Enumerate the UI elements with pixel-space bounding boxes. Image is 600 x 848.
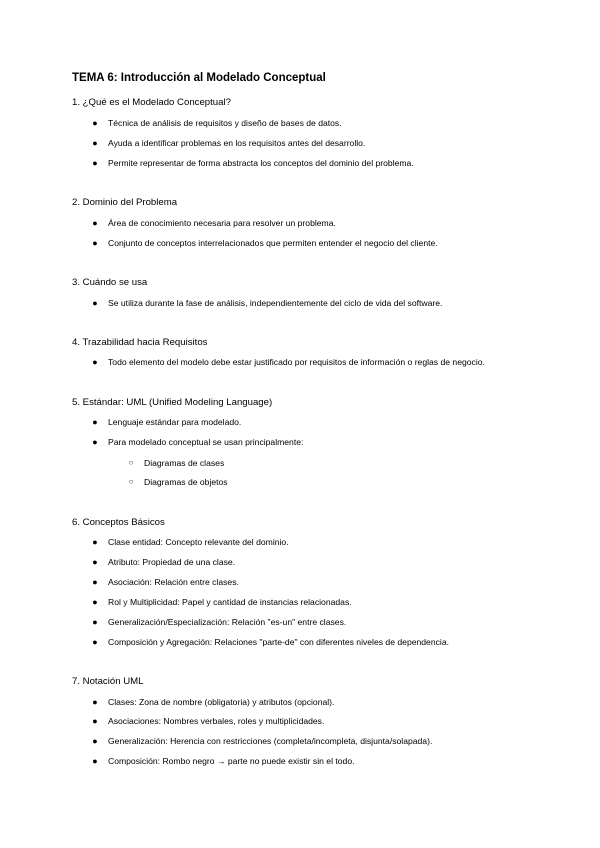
bullet-icon: ●: [92, 238, 98, 248]
list-item: Generalización: Herencia con restricciones (completa/incompleta, disjunta/solapada).: [108, 736, 433, 746]
list-item: Atributo: Propiedad de una clase.: [108, 557, 236, 567]
bullet-icon: ●: [92, 357, 98, 367]
section-heading-3: 3. Cuándo se usa: [72, 277, 148, 288]
bullet-icon: ●: [92, 716, 98, 726]
bullet-icon: ●: [92, 697, 98, 707]
bullet-icon: ●: [92, 736, 98, 746]
bullet-icon: ●: [92, 138, 98, 148]
list-item: Asociación: Relación entre clases.: [108, 577, 239, 587]
bullet-icon: ●: [92, 118, 98, 128]
bullet-icon: ●: [92, 617, 98, 627]
bullet-icon: ●: [92, 437, 98, 447]
list-item: Rol y Multiplicidad: Papel y cantidad de instancias relacionadas.: [108, 597, 352, 607]
sub-list-item: Diagramas de clases: [144, 458, 225, 468]
bullet-icon: ●: [92, 557, 98, 567]
section-heading-4: 4. Trazabilidad hacia Requisitos: [72, 337, 208, 348]
sub-bullet-icon: ○: [128, 458, 134, 467]
list-item: Para modelado conceptual se usan principalmente:: [108, 437, 304, 447]
sub-list-item: Diagramas de objetos: [144, 477, 228, 487]
bullet-icon: ●: [92, 218, 98, 228]
sub-bullet-icon: ○: [128, 477, 134, 486]
bullet-icon: ●: [92, 537, 98, 547]
list-item: Conjunto de conceptos interrelacionados que permiten entender el negocio del cliente.: [108, 238, 438, 248]
list-item: Se utiliza durante la fase de análisis, independientemente del ciclo de vida del software.: [108, 298, 443, 308]
list-item: Generalización/Especialización: Relación "es-un" entre clases.: [108, 617, 347, 627]
list-item: Área de conocimiento necesaria para resolver un problema.: [108, 218, 336, 228]
list-item: Ayuda a identificar problemas en los requisitos antes del desarrollo.: [108, 138, 366, 148]
bullet-icon: ●: [92, 756, 98, 766]
section-heading-7: 7. Notación UML: [72, 676, 144, 687]
document-title: TEMA 6: Introducción al Modelado Conceptual: [72, 72, 326, 84]
bullet-icon: ●: [92, 577, 98, 587]
list-item: Clase entidad: Concepto relevante del dominio.: [108, 537, 289, 547]
section-heading-2: 2. Dominio del Problema: [72, 197, 178, 208]
list-item: Permite representar de forma abstracta los conceptos del dominio del problema.: [108, 158, 414, 168]
bullet-icon: ●: [92, 298, 98, 308]
bullet-icon: ●: [92, 158, 98, 168]
section-heading-6: 6. Conceptos Básicos: [72, 517, 165, 528]
section-heading-5: 5. Estándar: UML (Unified Modeling Language): [72, 397, 273, 408]
bullet-icon: ●: [92, 637, 98, 647]
list-item: Composición y Agregación: Relaciones "parte-de" con diferentes niveles de dependencia.: [108, 637, 449, 647]
bullet-icon: ●: [92, 597, 98, 607]
section-heading-1: 1. ¿Qué es el Modelado Conceptual?: [72, 97, 231, 108]
bullet-icon: ●: [92, 417, 98, 427]
list-item: Todo elemento del modelo debe estar justificado por requisitos de información o reglas de negocio.: [108, 357, 485, 367]
list-item: Asociaciones: Nombres verbales, roles y multiplicidades.: [108, 716, 325, 726]
list-item: Técnica de análisis de requisitos y diseño de bases de datos.: [108, 118, 342, 128]
list-item: Lenguaje estándar para modelado.: [108, 417, 242, 427]
list-item: Clases: Zona de nombre (obligatoria) y atributos (opcional).: [108, 697, 335, 707]
list-item: Composición: Rombo negro → parte no puede existir sin el todo.: [108, 756, 355, 766]
